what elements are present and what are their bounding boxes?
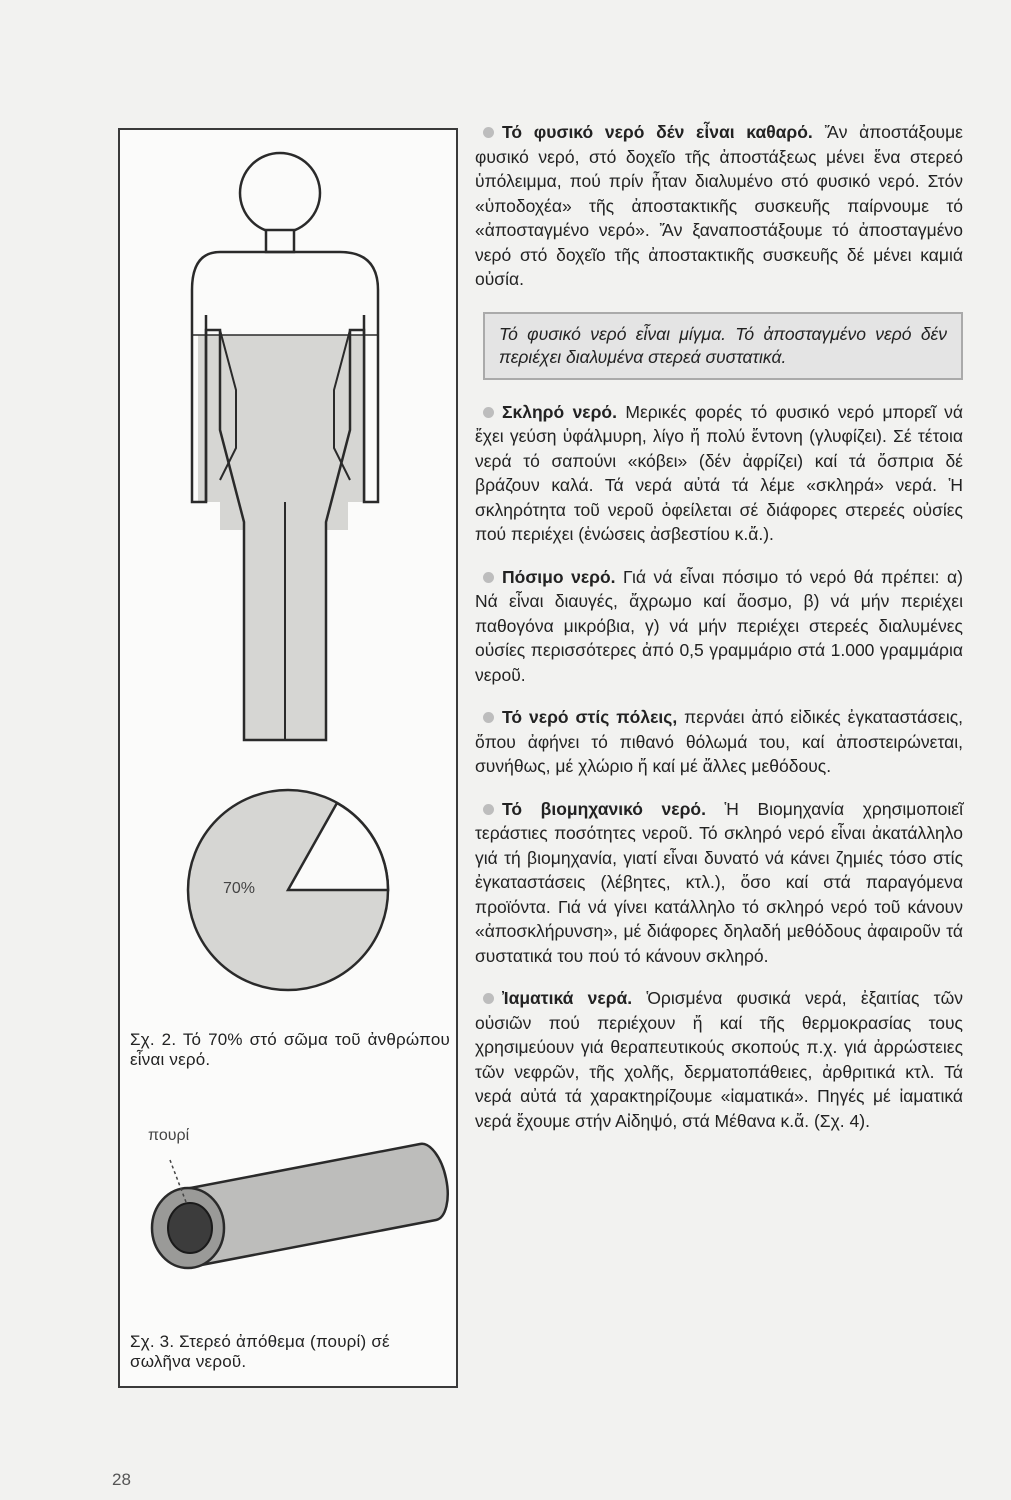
human-body-figure [192,153,378,740]
figure-panel [118,128,458,1388]
figures-illustration [120,130,460,1390]
body-water-fill [198,335,362,740]
figure-3-caption: Σχ. 3. Στερεό ἀπόθεμα (πουρί) σέ σωλῆνα νεροῦ. [130,1332,390,1371]
highlight-box: Τό φυσικό νερό εἶναι μίγμα. Τό ἀποσταγμένο νερό δέν περιέχει διαλυμένα στερεά συστατικά. [483,312,963,380]
paragraph-drinking-water: Πόσιμο νερό. Γιά νά εἶναι πόσιμο τό νερό θά πρέπει: α) Νά εἶναι διαυγές, ἄχρωμο καί ἄοσμο, β) νά μήν περιέχει παθογόνα μικρόβια, γ) νά μήν περιέχει στερεές διαλυμένες οὐσίες περισσότερες ἀπό 0,5 γραμμάριο στά 1.000 γραμμάρια νεροῦ. [475,566,963,685]
bullet-icon [483,993,494,1004]
figure-2-caption: Σχ. 2. Τό 70% στό σῶμα τοῦ ἀνθρώπου εἶναι νερό. [130,1030,450,1069]
paragraph-industrial-water: Τό βιομηχανικό νερό. Ἡ Βιομηχανία χρησιμοποιεῖ τεράστιες ποσότητες νεροῦ. Τό σκληρό νερό εἶναι ἀκατάλληλο γιά τή βιομηχανία, γιατί εἶναι δυνατό νά κάνει ζημιές τόσο στίς ἐγκαταστάσεις (λέβητες, κτλ.), ὅσο καί στά παραγόμενα προϊόντα. Γιά νά γίνει κατάλληλο τό σκληρό νερό τοῦ κάνουν «ἀποσκλήρυνση», μέ διάφορες δηλαδή μεθόδους ἀφαιροῦν τά συστατικά του πού τό κάνουν σκληρό. [475,798,963,966]
paragraph-healing-water: Ἰαματικά νερά. Ὁρισμένα φυσικά νερά, ἐξαιτίας τῶν οὐσιῶν πού περιέχουν ἤ καί τῆς θερμοκρασίας τους χρησιμεύουν γιά θεραπευτικούς σκοπούς π.χ. γιά ἀρρώστειες τῶν νεφρῶν, τῆς χολῆς, δερματοπάθειες, ἀρθριτικά κτλ. Τά νερά αὐτά τά χαρακτηρίζουμε «ἰαματικά». Πηγές μέ ἰαματικά νερά ἔχουμε στήν Αἰδηψό, στά Μέθανα κ.ἄ. (Σχ. 4). [475,988,963,1131]
pipe-figure [152,1144,448,1268]
paragraph-city-water: Τό νερό στίς πόλεις, περνάει ἀπό εἰδικές ἐγκαταστάσεις, ὅπου ἀφήνει τό πιθανό θόλωμά του, καί ἀποστειρώνεται, συνήθως, μέ χλώριο ἤ καί μέ ἄλλες μεθόδους. [475,707,963,776]
pipe-scale-label: πουρί [148,1127,190,1144]
page-number: 28 [112,1470,131,1489]
paragraph-natural-water: Τό φυσικό νερό δέν εἶναι καθαρό. Ἄν ἀποστάξουμε φυσικό νερό, στό δοχεῖο τῆς ἀποστάξεως μένει ἕνα στερεό ὑπόλειμμα, πού πρίν ἦταν διαλυμένο στό φυσικό νερό. Στόν «ὑποδοχέα» τῆς ἀποστακτικῆς συσκευῆς παίρνουμε τό «ἀποσταγμένο νερό». Ἄν ξαναποστάξουμε τό ἀποσταγμένο νερό στό δοχεῖο τῆς ἀποστακτικῆς συσκευῆς δέ μένει καμιά οὐσία. [475,122,963,289]
pie-percent-label: 70% [223,880,256,897]
bullet-icon [483,712,494,723]
bullet-icon [483,407,494,418]
bullet-icon [483,804,494,815]
paragraph-hard-water: Σκληρό νερό. Μερικές φορές τό φυσικό νερό μπορεῖ νά ἔχει γεύση ὑφάλμυρη, λίγο ἤ πολύ ἔντονη (γλυφίζει). Σέ τέτοια νερά τό σαπούνι «κόβει» (δέν ἀφρίζει) καί τά ὄσπρια δέ βράζουν καλά. Τά νερά αὐτά τά λέμε «σκληρά» νερά. Ἡ σκληρότητα τοῦ νεροῦ ὀφείλεται σέ διάφορες στερεές οὐσίες πού περιέχει (ἑνώσεις ἀσβεστίου κ.ἄ.). [475,401,963,544]
bullet-icon [483,572,494,583]
pie-chart-70 [188,790,388,990]
main-text-column [475,120,963,1133]
bullet-icon [483,127,494,138]
